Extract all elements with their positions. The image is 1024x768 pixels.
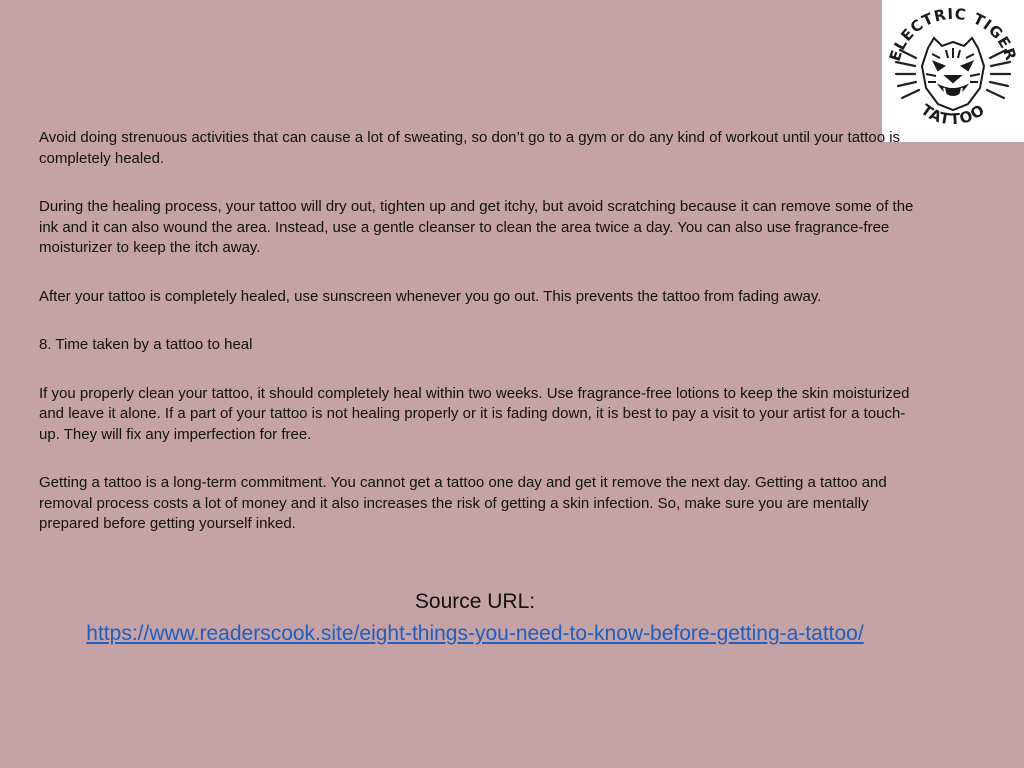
paragraph-commitment: Getting a tattoo is a long-term commitment. You cannot get a tattoo one day and get it remove the next day. Getting a tattoo and removal process costs a lot of money and it also increases the risk of getting a skin infection. So, make sure you are mentally prepared before getting yourself inked. [39,474,887,532]
tiger-head-icon [882,0,1024,142]
electric-tiger-tattoo-logo [882,0,1024,142]
article-body [39,128,914,563]
paragraph-healing-process: During the healing process, your tattoo will dry out, tighten up and get itchy, but avoid scratching because it can remove some of the ink and it can also wound the area. Instead, use a gentle cleanser to clean the area twice a day. You can also use fragrance-free moisturizer to keep the itch away. [39,198,914,256]
source-url-link[interactable]: https://www.readerscook.site/eight-things-you-need-to-know-before-getting-a-tattoo/ [86,622,864,645]
paragraph-workout: Avoid doing strenuous activities that can cause a lot of sweating, so don’t go to a gym or do any kind of workout until your tattoo is completely healed. [39,129,901,167]
section-heading-time-to-heal: 8. Time taken by a tattoo to heal [39,336,253,353]
logo-bottom-text: TATTOO [917,100,989,129]
logo-top-text: ELECTRIC TIGER [885,4,1021,64]
paragraph-heal-time: If you properly clean your tattoo, it should completely heal within two weeks. Use fragrance-free lotions to keep the skin moisturized and leave it alone. If a part of your tattoo is not healing properly or it is fading down, it is best to pay a visit to your artist for a touch-up. They will fix any imperfection for free. [39,384,910,443]
source-url-label: Source URL: [414,590,536,613]
paragraph-sunscreen: After your tattoo is completely healed, use sunscreen whenever you go out. This prevents the tattoo from fading away. [39,287,822,305]
